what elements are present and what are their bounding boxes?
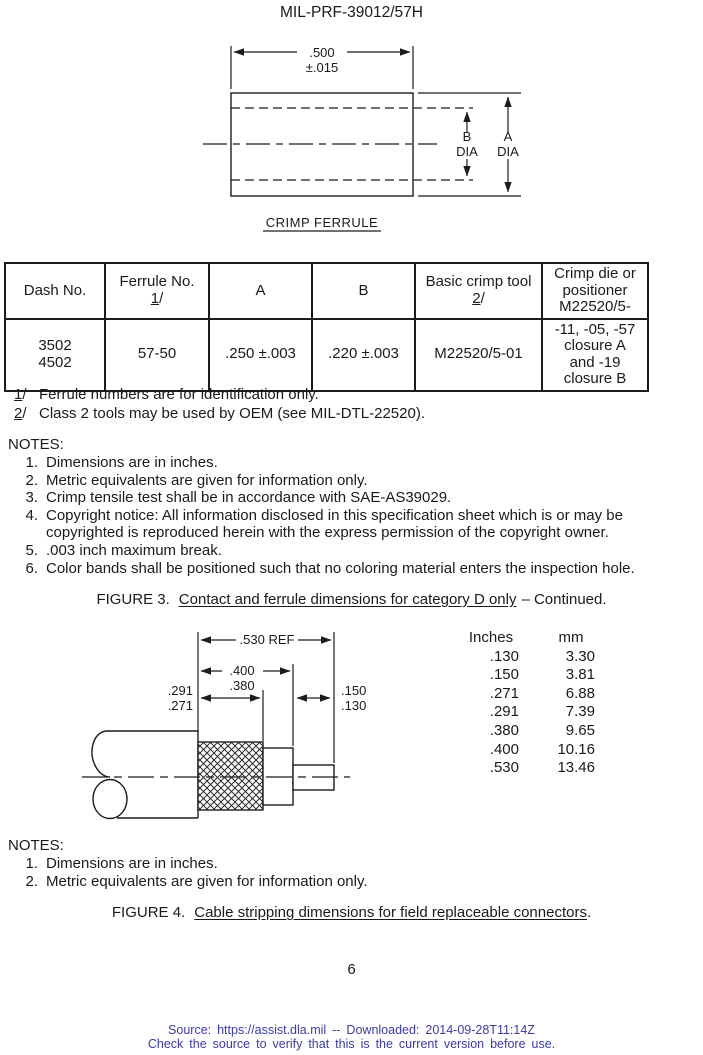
figure4-caption-suffix: .: [586, 904, 592, 921]
dim-tolerance-label: ±.015: [305, 60, 339, 75]
footer-source-line: Source: https://assist.dla.mil -- Downloaded: 2014-09-28T11:14Z: [168, 1023, 535, 1037]
figure4-caption-title: Cable stripping dimensions for field replaceable connectors: [194, 904, 587, 921]
col-header-die: Crimp die or positioner M22520/5-: [542, 263, 648, 319]
length-dimension: [231, 45, 413, 89]
cable-stripping-drawing: [60, 620, 440, 835]
table-row: [5, 319, 648, 391]
page-title: MIL-PRF-39012/57H: [279, 4, 423, 21]
dim-a-label: A: [503, 129, 513, 144]
conversion-row: .400 10.16: [489, 740, 595, 758]
ferrule-spec-table: [4, 262, 649, 392]
note-item: 1. Dimensions are in inches.: [25, 454, 218, 471]
note-item: 3. Crimp tensile test shall be in accordance with SAE-AS39029.: [25, 489, 452, 507]
notes-section-1: [8, 436, 700, 577]
conversion-row: .150 3.81: [489, 666, 595, 684]
dim-400-label: .400: [229, 663, 255, 678]
figure3-caption-suffix: – Continued.: [521, 591, 607, 608]
col-header-a: A: [209, 263, 312, 319]
footnote-2: 2/ Class 2 tools may be used by OEM (see MIL-DTL-22520).: [14, 405, 425, 422]
source-footer: [0, 1024, 703, 1052]
dim-150-label: .150: [341, 683, 367, 698]
conversion-row: .291 7.39: [489, 703, 595, 721]
note-item: 5. .003 inch maximum break.: [25, 541, 222, 559]
note-item: 6. Color bands shall be positioned such that no coloring material enters the inspection hole.: [25, 559, 635, 577]
col-header-dash: Dash No.: [5, 263, 105, 319]
dim-a-dia-label: DIA: [497, 144, 519, 159]
col-header-b: B: [312, 263, 415, 319]
footnote-1: 1/ Ferrule numbers are for identification only.: [14, 386, 319, 403]
table-header-row: [5, 263, 648, 319]
conversion-row: .130 3.30: [489, 647, 595, 665]
drawing-caption: CRIMP FERRULE: [265, 215, 379, 230]
dim-500-label: .500: [309, 45, 335, 60]
dim-291-label: .291: [167, 683, 193, 698]
dim-b-dia-label: DIA: [456, 144, 478, 159]
cell-a: .250 ±.003: [209, 319, 312, 391]
cell-b: .220 ±.003: [312, 319, 415, 391]
conversion-header: Inches mm: [468, 629, 584, 646]
notes-heading: NOTES:: [8, 837, 64, 854]
dim-b-label: B: [462, 129, 472, 144]
ferrule-body: [203, 93, 473, 196]
cell-die: -11, -05, -57 closure A and -19 closure B: [542, 319, 648, 391]
dim-130-label: .130: [341, 698, 367, 713]
dim-150-130: [297, 683, 366, 713]
dim-530-label: .530 REF: [239, 632, 295, 647]
figure3-caption-title: Contact and ferrule dimensions for category D only: [178, 591, 517, 608]
table-footnotes: [14, 385, 425, 423]
dim-271-label: .271: [167, 698, 193, 713]
dim-400-380: [201, 663, 293, 746]
dim-380-label: .380: [229, 678, 255, 693]
note-item: 4. Copyright notice: All information disclosed in this specification sheet which is or may be copyrighted is reproduced herein with the express permission of the copyright owner.: [25, 506, 623, 542]
crimp-ferrule-drawing: [195, 38, 525, 238]
page-number: 6: [347, 961, 356, 978]
note-item: 2. Metric equivalents are given for information only.: [25, 471, 368, 489]
conversion-row: .271 6.88: [489, 684, 595, 702]
notes-section-2: [8, 837, 700, 890]
conversion-row: .530 13.46: [489, 759, 595, 777]
figure4-caption: [0, 904, 703, 921]
note-item: 1. Dimensions are in inches.: [25, 855, 218, 872]
figure3-caption-prefix: FIGURE 3.: [96, 591, 170, 608]
conversion-row: .380 9.65: [489, 721, 595, 739]
col-header-tool: Basic crimp tool 2/: [415, 263, 542, 319]
col-header-ferrule: Ferrule No. 1/: [105, 263, 209, 319]
cable-body: [82, 731, 350, 819]
cell-ferrule: 57-50: [105, 319, 209, 391]
notes-heading: NOTES:: [8, 436, 64, 453]
cell-dash: 3502 4502: [5, 319, 105, 391]
conversion-table: [463, 629, 595, 778]
figure4-caption-prefix: FIGURE 4.: [111, 904, 186, 921]
footer-warning-line: Check the source to verify that this is the current version before use.: [147, 1036, 556, 1051]
cell-tool: M22520/5-01: [415, 319, 542, 391]
figure3-caption: [0, 591, 703, 608]
note-item: 2. Metric equivalents are given for information only.: [25, 872, 368, 890]
